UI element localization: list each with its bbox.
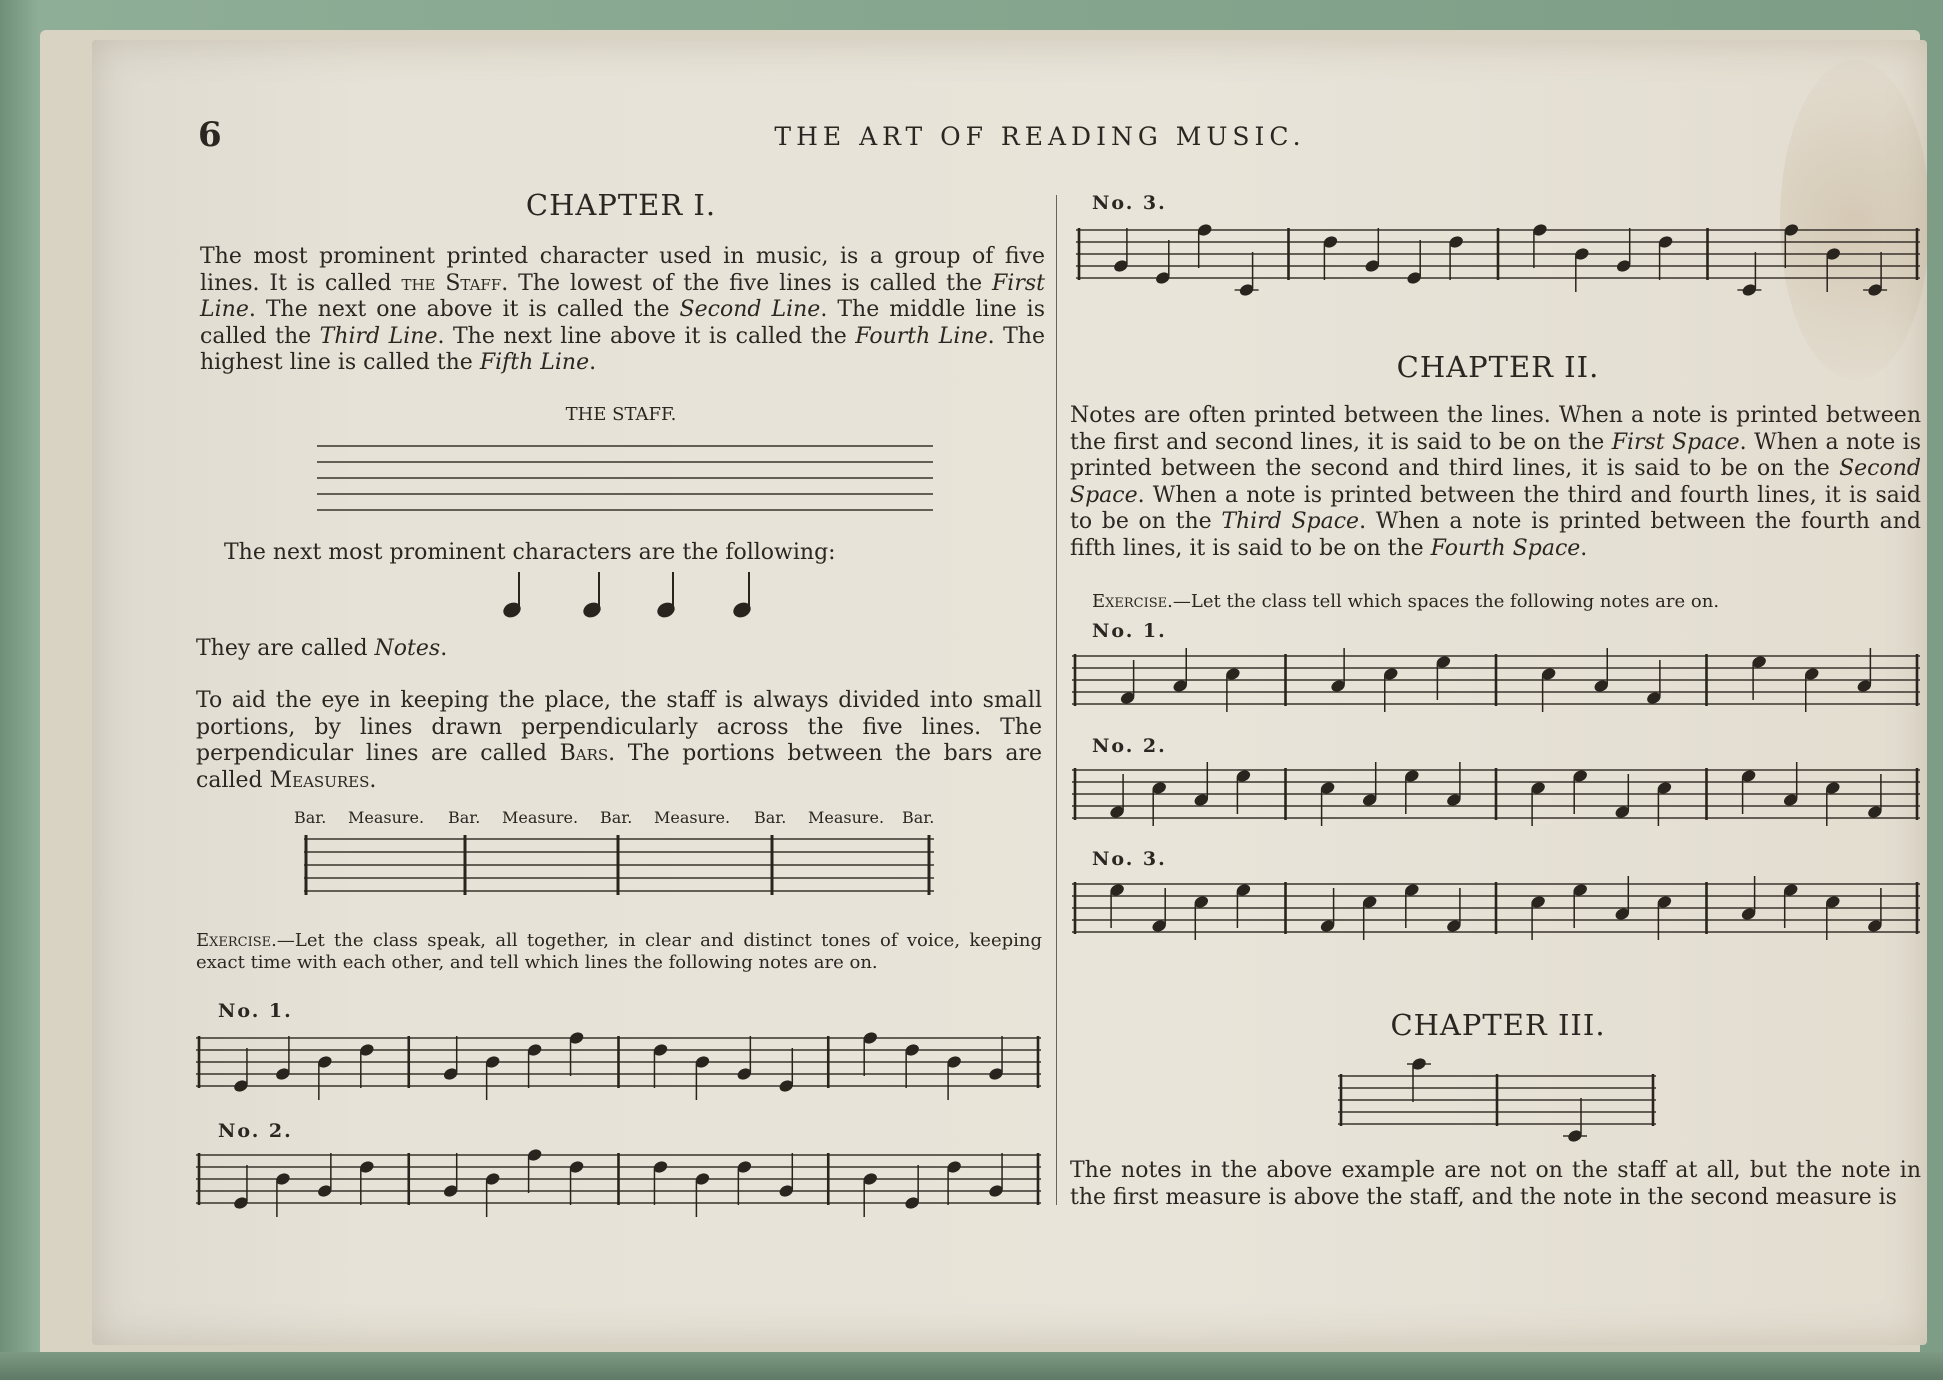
note [736,1036,753,1082]
small-caps-term: Exercise [1092,591,1168,612]
note [1193,762,1210,808]
text-run: .—Let the class speak, all together, in clear and distinct tones of voice, keeping exact time with each other, and tell which lines the following notes are on. [196,930,1042,973]
note [1382,666,1399,712]
note [484,1171,501,1217]
note [1112,228,1129,274]
note [442,1036,459,1082]
note [1572,768,1589,814]
note [1645,660,1662,706]
note [904,1165,921,1211]
note [1235,768,1252,814]
italic-term: Second Line [679,297,821,322]
text-run: . [369,767,377,793]
text-run: The most prominent printed character used in music, is a group of five lines. It is called [200,244,1045,296]
note [1403,882,1420,928]
text-run: . The portions between the bars are called [196,741,1042,793]
left-paragraph-2: The next most prominent characters are the following: [224,540,836,565]
note [1445,888,1462,934]
note [862,1171,879,1217]
right-exercise-text [1092,591,1922,613]
italic-term: Second Space [1070,456,1921,508]
note [694,1054,711,1100]
note [1109,774,1126,820]
text-run: . When a note is printed between the third and fourth lines, it is said to be on the [1070,482,1921,534]
chapter3-staff [1338,1068,1656,1132]
text-run: . The lowest of the five lines is called the [501,270,993,296]
note [358,1159,375,1205]
note [1856,648,1873,694]
italic-term: First Line [200,270,1045,322]
note [1154,240,1171,286]
bar-label: Bar. [902,808,935,827]
text-run: . [1580,535,1588,561]
italic-term: Fifth Line [479,350,590,375]
note [1782,762,1799,808]
note [1783,222,1800,268]
note [904,1042,921,1088]
chapter-1-title: CHAPTER I. [525,188,717,222]
bar-label: Bar. [754,808,787,827]
text-run: . [440,636,448,661]
note [442,1153,459,1199]
left-no1-staff [196,1030,1041,1094]
note [862,1030,879,1076]
note [1803,666,1820,712]
note [1657,234,1674,280]
left-no1-label: No. 1. [218,1000,293,1022]
note [1361,762,1378,808]
text-run: . The next line above it is called the [437,323,856,349]
italic-term: Third Space [1221,509,1360,534]
note [736,1159,753,1205]
measure-label: Measure. [654,808,731,827]
column-divider [1056,195,1057,1205]
note [1656,894,1673,940]
text-run: To aid the eye in keeping the place, the staff is always divided into small portions, by lines drawn perpendicularly across the five lines. The perpendicular lines are called [196,688,1042,766]
note [778,1048,795,1094]
note [316,1054,333,1100]
text-run: Notes are often printed between the lines. When a note is printed between the first and second lines, it is said to be on the [1070,403,1921,455]
note [358,1042,375,1088]
note [652,1042,669,1088]
note [484,1054,501,1100]
small-caps-term: Measures [269,767,370,793]
right-paragraph-2: The notes in the above example are not on the staff at all, but the note in the first measure is above the staff, and the note in the second measure is [1070,1158,1921,1210]
note [316,1153,333,1199]
note [1572,882,1589,928]
italic-term: Fourth Space [1430,535,1581,561]
bar-label: Bar. [294,808,327,827]
text-run: They are called [196,636,375,661]
note [1566,1098,1583,1144]
note [1740,876,1757,922]
note [1448,234,1465,280]
right-no1-label: No. 1. [1092,620,1167,642]
note [1151,888,1168,934]
chapter-2-title: CHAPTER II. [1396,350,1600,384]
note [1540,666,1557,712]
bar-label: Bar. [600,808,633,827]
right-no3-top-label: No. 3. [1092,192,1167,214]
note [1193,894,1210,940]
note [1615,228,1632,274]
note [1322,234,1339,280]
note [1238,252,1255,298]
italic-term: Third Line [319,323,438,349]
measure-label: Measure. [502,808,579,827]
note [1361,894,1378,940]
italic-term: Fourth Line [855,323,988,349]
note [1614,774,1631,820]
cover-bottom-edge [0,1352,1943,1380]
note [232,1165,249,1211]
note [568,1030,585,1076]
left-paragraph-1 [200,244,1045,377]
note [1364,228,1381,274]
text-run: . When a note is printed between the fourth and fifth lines, it is said to be on the [1070,509,1921,561]
note [1751,654,1768,700]
note [232,1048,249,1094]
note [1824,894,1841,940]
note [568,1159,585,1205]
note [1656,780,1673,826]
page-stain [1780,60,1930,380]
text-run: . The highest line is called the [200,323,1045,375]
note [1330,648,1347,694]
left-no2-staff [196,1147,1041,1211]
note [1445,762,1462,808]
text-run: . The middle line is called the [200,297,1045,349]
note [1530,894,1547,940]
note [988,1036,1005,1082]
note [988,1153,1005,1199]
text-run: . When a note is printed between the second and third lines, it is said to be on the [1070,429,1921,481]
text-run: .—Let the class tell which spaces the following notes are on. [1167,591,1720,612]
note [1319,780,1336,826]
note [1319,888,1336,934]
left-no2-label: No. 2. [218,1120,293,1142]
note [1782,882,1799,928]
example-staff [317,442,933,512]
left-exercise-text [196,930,1042,974]
note [1109,882,1126,928]
note [694,1171,711,1217]
measure-label: Measure. [348,808,425,827]
note [1531,222,1548,268]
note [274,1171,291,1217]
note [526,1042,543,1088]
note [1741,252,1758,298]
running-head: THE ART OF READING MUSIC. [774,122,1306,151]
right-no2-staff [1072,762,1920,826]
note [526,1147,543,1193]
text-run: . The next one above it is called the [248,297,680,322]
page-number: 6 [198,115,222,155]
bars-measures-staff [304,835,934,897]
note [1593,648,1610,694]
note [1824,780,1841,826]
note [946,1159,963,1205]
text-run: . [589,350,597,375]
note [652,1159,669,1205]
note [1403,768,1420,814]
italic-term: Notes [374,636,441,661]
note [778,1153,795,1199]
left-paragraph-3 [196,636,996,663]
measure-label: Measure. [808,808,885,827]
note [946,1054,963,1100]
note [1235,882,1252,928]
small-caps-term: Bars [559,741,609,766]
bar-labels [290,808,970,830]
small-caps-term: Exercise [196,930,272,951]
note [1435,654,1452,700]
right-no3-label: No. 3. [1092,848,1167,870]
note [1866,774,1883,820]
staff-caption: THE STAFF. [565,404,677,425]
right-no3-top-staff [1076,222,1920,286]
note [274,1036,291,1082]
note [1119,660,1136,706]
chapter-3-title: CHAPTER III. [1390,1008,1606,1042]
note [1740,768,1757,814]
note [1573,246,1590,292]
note [1825,246,1842,292]
right-no2-label: No. 2. [1092,735,1167,757]
note [1410,1056,1427,1102]
bar-label: Bar. [448,808,481,827]
note [1151,780,1168,826]
right-no1-staff [1072,648,1920,712]
note [1530,780,1547,826]
italic-term: First Space [1611,429,1740,455]
left-paragraph-4 [196,688,1042,794]
note [1224,666,1241,712]
note [1867,252,1884,298]
note [1866,888,1883,934]
note [1614,876,1631,922]
example-notes [500,570,760,630]
right-paragraph-1 [1070,403,1921,562]
small-caps-term: the Staff [401,270,502,296]
note [1172,648,1189,694]
right-no3-staff [1072,876,1920,940]
note [1406,240,1423,286]
note [1196,222,1213,268]
